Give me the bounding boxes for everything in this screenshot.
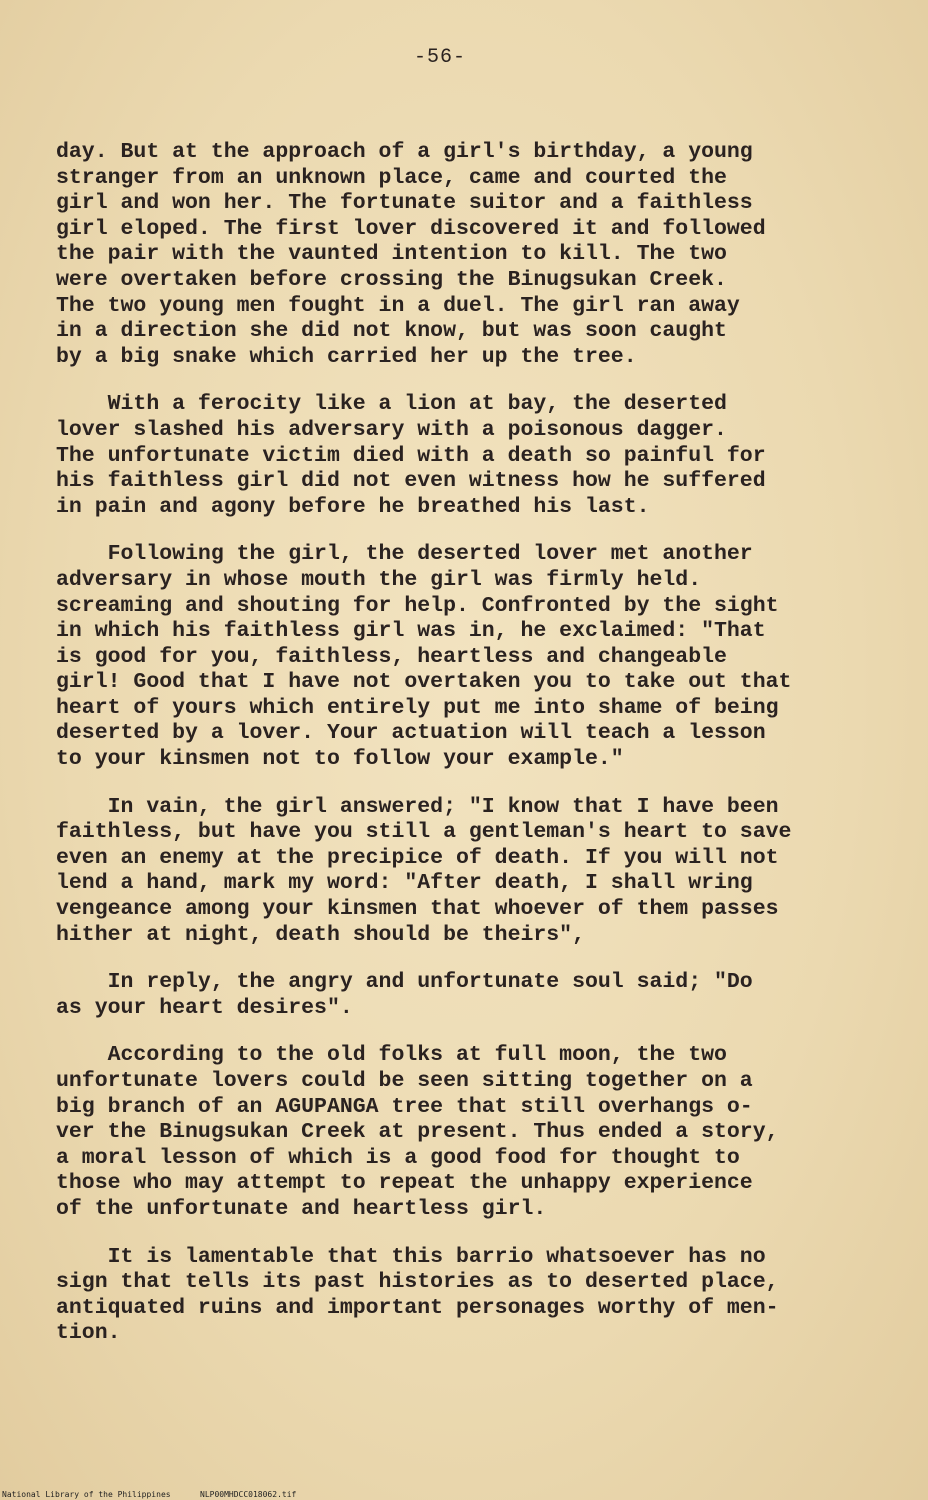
text-line: screaming and shouting for help. Confronted by the sight	[56, 593, 779, 618]
text-line: ver the Binugsukan Creek at present. Thus ended a story,	[56, 1120, 779, 1145]
text-line: to your kinsmen not to follow your example."	[56, 747, 624, 772]
paragraph-6	[56, 1043, 896, 1222]
text-line: the pair with the vaunted intention to kill. The two	[56, 242, 727, 267]
paragraph-7	[56, 1245, 896, 1347]
text-line: With a ferocity like a lion at bay, the deserted	[56, 392, 727, 417]
text-line: lend a hand, mark my word: "After death, I shall wring	[56, 871, 753, 896]
text-line: stranger from an unknown place, came and courted the	[56, 165, 727, 190]
paragraph-2	[56, 392, 896, 520]
text-line: faithless, but have you still a gentleman's heart to save	[56, 820, 792, 845]
page-number: -56-	[413, 46, 466, 69]
text-line: in a direction she did not know, but was soon caught	[56, 319, 727, 344]
text-line: in pain and agony before he breathed his last.	[56, 494, 650, 519]
text-line: heart of yours which entirely put me into shame of being	[56, 695, 779, 720]
text-line: big branch of an AGUPANGA tree that still overhangs o-	[56, 1094, 753, 1119]
text-line: It is lamentable that this barrio whatsoever has no	[56, 1244, 766, 1269]
text-line: antiquated ruins and important personages worthy of men-	[56, 1295, 779, 1320]
text-line: a moral lesson of which is a good food for thought to	[56, 1145, 740, 1170]
text-line: were overtaken before crossing the Binugsukan Creek.	[56, 267, 727, 292]
paragraph-4	[56, 795, 896, 949]
text-line: The two young men fought in a duel. The girl ran away	[56, 293, 740, 318]
text-line: is good for you, faithless, heartless and changeable	[56, 644, 727, 669]
document-body	[56, 140, 896, 1369]
text-line: According to the old folks at full moon, the two	[56, 1043, 727, 1068]
scan-footer	[0, 1489, 928, 1500]
text-line: as your heart desires".	[56, 995, 353, 1020]
text-line: girl and won her. The fortunate suitor and a faithless	[56, 191, 753, 216]
footer-filename: NLP00MHDCC018062.tif	[200, 1490, 297, 1499]
text-line: deserted by a lover. Your actuation will teach a lesson	[56, 721, 766, 746]
text-line: of the unfortunate and heartless girl.	[56, 1196, 547, 1221]
text-line: girl eloped. The first lover discovered it and followed	[56, 216, 766, 241]
text-line: sign that tells its past histories as to deserted place,	[56, 1270, 779, 1295]
text-line: hither at night, death should be theirs",	[56, 922, 585, 947]
text-line: tion.	[56, 1321, 121, 1346]
text-line: day. But at the approach of a girl's birthday, a young	[56, 140, 753, 164]
text-line: Following the girl, the deserted lover met another	[56, 542, 753, 567]
text-line: lover slashed his adversary with a poisonous dagger.	[56, 417, 727, 442]
text-line: In vain, the girl answered; "I know that I have been	[56, 794, 779, 819]
text-line: unfortunate lovers could be seen sitting together on a	[56, 1069, 753, 1093]
text-line: adversary in whose mouth the girl was firmly held.	[56, 567, 702, 592]
text-line: The unfortunate victim died with a death so painful for	[56, 443, 766, 468]
text-line: girl! Good that I have not overtaken you to take out that	[56, 670, 792, 695]
paragraph-5	[56, 970, 896, 1021]
text-line: even an enemy at the precipice of death. If you will not	[56, 845, 779, 870]
text-line: in which his faithless girl was in, he exclaimed: "That	[56, 619, 766, 644]
text-line: vengeance among your kinsmen that whoever of them passes	[56, 897, 779, 922]
paragraph-3	[56, 542, 896, 772]
text-line: by a big snake which carried her up the tree.	[56, 344, 637, 369]
footer-library-name: National Library of the Philippines	[2, 1490, 171, 1499]
text-line: his faithless girl did not even witness how he suffered	[56, 469, 766, 494]
text-line: In reply, the angry and unfortunate soul said; "Do	[56, 970, 753, 995]
text-line: those who may attempt to repeat the unhappy experience	[56, 1171, 753, 1196]
paragraph-1	[56, 140, 896, 370]
